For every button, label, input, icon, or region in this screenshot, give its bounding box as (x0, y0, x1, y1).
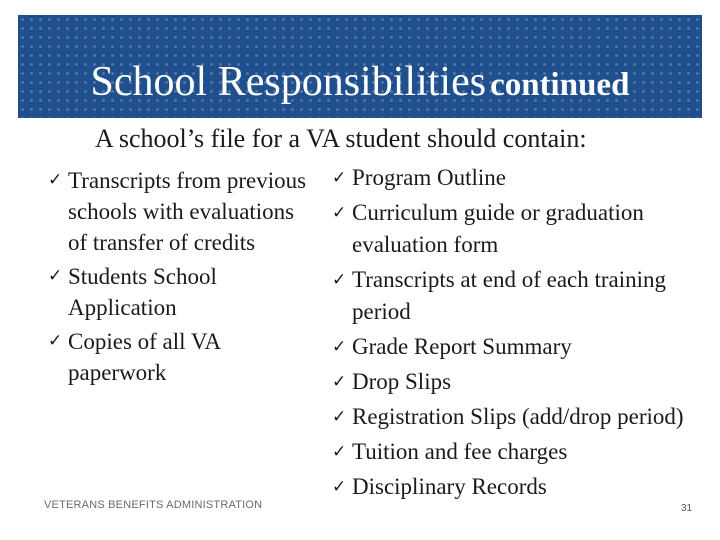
list-item-text: Registration Slips (add/drop period) (352, 404, 684, 429)
left-checklist (48, 165, 308, 391)
list-item-text: Curriculum guide or graduation evaluation form (352, 200, 644, 257)
checkmark-icon: ✓ (48, 266, 63, 286)
list-item-text: Tuition and fee charges (352, 439, 568, 464)
list-item-text: Transcripts at end of each training period (352, 267, 667, 324)
checkmark-icon: ✓ (332, 442, 347, 462)
title-main: School Responsibilities (90, 59, 487, 105)
checkmark-icon: ✓ (332, 372, 347, 392)
list-item (332, 264, 704, 328)
list-item (332, 471, 704, 503)
list-item (48, 261, 308, 323)
footer-org: VETERANS BENEFITS ADMINISTRATION (44, 499, 263, 511)
list-item-text: Copies of all VA paperwork (68, 329, 220, 385)
checkmark-icon: ✓ (332, 337, 347, 357)
checkmark-icon: ✓ (48, 170, 63, 190)
checkmark-icon: ✓ (332, 477, 347, 497)
list-item-text: Students School Application (68, 264, 217, 320)
list-item (332, 162, 704, 194)
list-item (332, 197, 704, 261)
list-item-text: Program Outline (352, 165, 506, 190)
list-item (332, 401, 704, 433)
list-item (332, 331, 704, 363)
checkmark-icon: ✓ (332, 203, 347, 223)
list-item (48, 326, 308, 388)
list-item (48, 165, 308, 258)
slide-title (18, 61, 702, 103)
title-continued: continued (490, 67, 630, 103)
list-item-text: Grade Report Summary (352, 334, 572, 359)
title-banner (18, 15, 702, 118)
list-item (332, 366, 704, 398)
list-item (332, 436, 704, 468)
page-number: 31 (681, 503, 693, 514)
checkmark-icon: ✓ (332, 270, 347, 290)
intro-text: A school’s file for a VA student should contain: (95, 124, 587, 153)
list-item-text: Transcripts from previous schools with evaluations of transfer of credits (68, 168, 307, 255)
list-item-text: Disciplinary Records (352, 474, 547, 499)
checkmark-icon: ✓ (332, 168, 347, 188)
list-item-text: Drop Slips (352, 369, 452, 394)
checkmark-icon: ✓ (48, 331, 63, 351)
checkmark-icon: ✓ (332, 407, 347, 427)
right-checklist (332, 162, 704, 506)
